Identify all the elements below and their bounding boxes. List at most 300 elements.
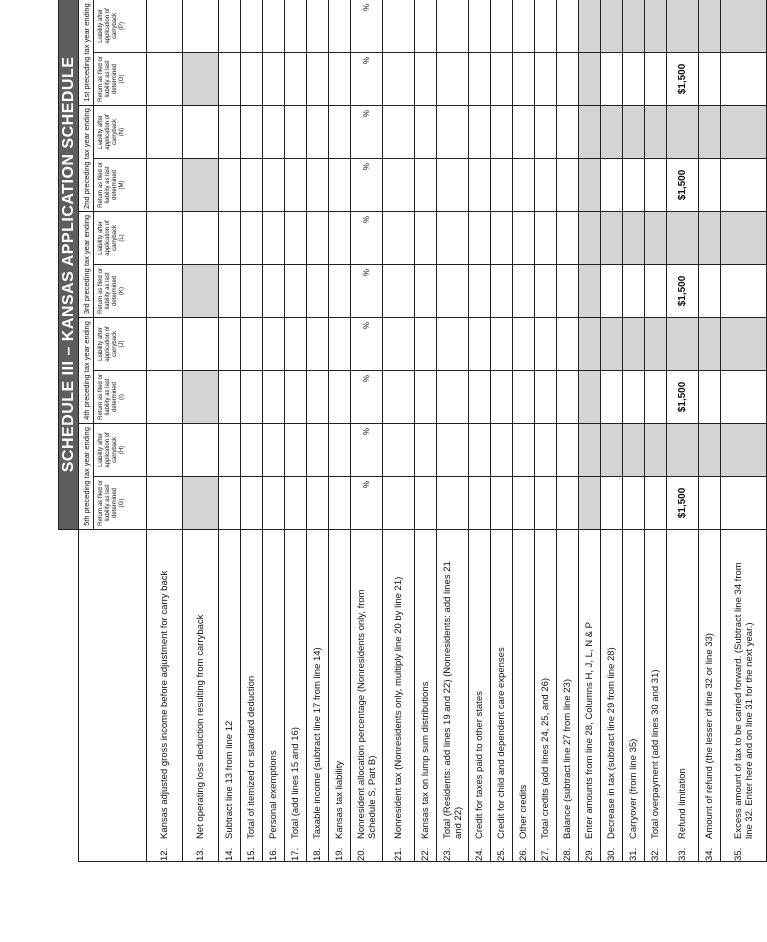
line-label (183, 530, 219, 862)
entry-cell[interactable] (667, 477, 699, 530)
entry-cell[interactable] (351, 371, 383, 424)
entry-cell[interactable] (351, 53, 383, 106)
line-label-header (79, 530, 147, 862)
entry-cell[interactable] (699, 371, 721, 424)
entry-cell[interactable] (491, 53, 513, 106)
entry-cell[interactable] (557, 477, 579, 530)
entry-cell[interactable] (219, 53, 241, 106)
percent-sign: % (362, 481, 371, 489)
shaded-cell (601, 424, 623, 477)
entry-cell[interactable] (147, 159, 183, 212)
entry-cell[interactable] (645, 159, 667, 212)
entry-cell[interactable] (437, 424, 469, 477)
entry-cell[interactable] (307, 53, 329, 106)
entry-cell[interactable] (513, 424, 535, 477)
entry-cell[interactable] (535, 318, 557, 371)
entry-cell[interactable] (415, 477, 437, 530)
entry-cell[interactable] (513, 318, 535, 371)
shaded-cell (699, 318, 721, 371)
entry-cell[interactable] (351, 106, 383, 159)
entry-cell[interactable] (329, 265, 351, 318)
entry-cell[interactable] (535, 265, 557, 318)
schedule-title: SCHEDULE III – KANSAS APPLICATION SCHEDULE (59, 0, 79, 530)
entry-cell[interactable] (667, 265, 699, 318)
entry-cell[interactable] (285, 212, 307, 265)
entry-cell[interactable] (437, 53, 469, 106)
line-label (535, 530, 557, 862)
entry-cell[interactable] (241, 424, 263, 477)
entry-cell[interactable] (383, 212, 415, 265)
table-row (383, 0, 415, 862)
entry-cell[interactable] (219, 265, 241, 318)
entry-cell[interactable] (285, 477, 307, 530)
entry-cell[interactable] (241, 477, 263, 530)
line-number: 31. (628, 847, 639, 861)
table-row (285, 0, 307, 862)
shaded-cell (645, 424, 667, 477)
table-row (699, 0, 721, 862)
entry-cell[interactable] (383, 53, 415, 106)
line-text: Nonresident allocation percentage (Nonresidents only, from Schedule S, Part B) (355, 589, 378, 839)
entry-cell[interactable] (147, 0, 183, 53)
entry-cell[interactable] (183, 212, 219, 265)
entry-cell[interactable] (183, 0, 219, 53)
entry-cell[interactable] (147, 477, 183, 530)
entry-cell[interactable] (491, 212, 513, 265)
entry-cell[interactable] (415, 53, 437, 106)
entry-cell[interactable] (263, 371, 285, 424)
shaded-cell (579, 318, 601, 371)
percent-sign: % (362, 375, 371, 383)
line-number: 24. (474, 847, 485, 861)
entry-cell[interactable] (219, 159, 241, 212)
line-number: 25. (496, 847, 507, 861)
column-header-k (94, 265, 147, 318)
entry-cell[interactable] (383, 371, 415, 424)
entry-cell[interactable] (415, 318, 437, 371)
entry-cell[interactable] (383, 0, 415, 53)
entry-cell[interactable] (285, 53, 307, 106)
year-header-3rd: 3rd preceding tax year ending (79, 212, 94, 318)
entry-cell[interactable] (535, 53, 557, 106)
entry-cell[interactable] (219, 477, 241, 530)
table-row (491, 0, 513, 862)
table-row (557, 0, 579, 862)
entry-cell[interactable] (285, 0, 307, 53)
entry-cell[interactable] (147, 424, 183, 477)
shaded-cell (645, 318, 667, 371)
entry-cell[interactable] (667, 53, 699, 106)
shaded-cell (579, 477, 601, 530)
column-header-j (94, 318, 147, 371)
entry-cell[interactable] (557, 53, 579, 106)
entry-cell[interactable] (535, 159, 557, 212)
column-header-text: Liability after application of carryback (98, 326, 118, 362)
entry-cell[interactable] (667, 159, 699, 212)
entry-cell[interactable] (415, 212, 437, 265)
entry-cell[interactable] (263, 318, 285, 371)
entry-cell[interactable] (699, 265, 721, 318)
column-header-l (94, 212, 147, 265)
entry-cell[interactable] (329, 0, 351, 53)
entry-cell[interactable] (415, 265, 437, 318)
entry-cell[interactable] (183, 318, 219, 371)
table-row (579, 0, 601, 862)
entry-cell[interactable] (557, 424, 579, 477)
line-label (329, 530, 351, 862)
percent-sign: % (362, 269, 371, 277)
entry-cell[interactable] (285, 106, 307, 159)
shaded-cell (699, 212, 721, 265)
line-text: Personal exemptions (268, 750, 279, 839)
line-text: Kansas tax on lump sum distributions (420, 681, 431, 839)
line-label (667, 530, 699, 862)
entry-cell[interactable] (721, 159, 767, 212)
entry-cell[interactable] (329, 53, 351, 106)
entry-cell[interactable] (219, 0, 241, 53)
entry-cell[interactable] (329, 106, 351, 159)
shaded-cell (667, 424, 699, 477)
column-header-letter: (P) (119, 21, 125, 30)
entry-cell[interactable] (623, 159, 645, 212)
line-label (147, 530, 183, 862)
line-text: Kansas adjusted gross income before adjustment for carry back (159, 570, 170, 839)
entry-cell[interactable] (513, 371, 535, 424)
entry-cell[interactable] (241, 371, 263, 424)
entry-cell[interactable] (535, 424, 557, 477)
entry-cell[interactable] (437, 371, 469, 424)
line-label (623, 530, 645, 862)
entry-cell[interactable] (513, 477, 535, 530)
entry-cell[interactable] (469, 318, 491, 371)
entry-cell[interactable] (535, 371, 557, 424)
entry-cell[interactable] (219, 371, 241, 424)
shaded-cell (667, 0, 699, 53)
shaded-cell (645, 106, 667, 159)
shaded-cell (667, 318, 699, 371)
entry-cell[interactable] (329, 212, 351, 265)
line-number: 27. (540, 847, 551, 861)
entry-cell[interactable] (623, 265, 645, 318)
entry-cell[interactable] (307, 0, 329, 53)
shaded-cell (721, 212, 767, 265)
entry-cell[interactable] (285, 371, 307, 424)
entry-cell[interactable] (383, 265, 415, 318)
entry-cell[interactable] (557, 265, 579, 318)
entry-cell[interactable] (383, 159, 415, 212)
entry-cell[interactable] (285, 159, 307, 212)
entry-cell[interactable] (721, 265, 767, 318)
year-header-4th: 4th preceding tax year ending (79, 318, 94, 424)
line-number: 17. (290, 847, 301, 861)
entry-cell[interactable] (241, 318, 263, 371)
entry-cell[interactable] (469, 159, 491, 212)
entry-cell[interactable] (147, 53, 183, 106)
entry-cell[interactable] (415, 159, 437, 212)
line-text: Refund limitation (677, 768, 688, 839)
shaded-cell (579, 106, 601, 159)
entry-cell[interactable] (623, 371, 645, 424)
entry-cell[interactable] (383, 106, 415, 159)
column-header-letter: (L) (119, 234, 125, 242)
shaded-cell (623, 318, 645, 371)
entry-cell[interactable] (351, 265, 383, 318)
entry-cell[interactable] (383, 477, 415, 530)
entry-cell[interactable] (469, 53, 491, 106)
entry-cell[interactable] (557, 212, 579, 265)
entry-cell[interactable] (263, 477, 285, 530)
entry-cell[interactable] (491, 318, 513, 371)
entry-cell[interactable] (241, 0, 263, 53)
line-text: Taxable income (subtract line 17 from line 14) (312, 647, 323, 839)
table-row (263, 0, 285, 862)
entry-cell[interactable] (383, 424, 415, 477)
table-row (721, 0, 767, 862)
entry-cell[interactable] (147, 106, 183, 159)
entry-cell[interactable] (623, 477, 645, 530)
table-row (469, 0, 491, 862)
shaded-cell (645, 0, 667, 53)
entry-cell[interactable] (415, 106, 437, 159)
entry-cell[interactable] (241, 106, 263, 159)
entry-cell[interactable] (491, 106, 513, 159)
line-text: Total of itemized or standard deduction (246, 675, 257, 839)
entry-cell[interactable] (263, 424, 285, 477)
entry-cell[interactable] (601, 371, 623, 424)
entry-cell[interactable] (513, 265, 535, 318)
entry-cell[interactable] (513, 212, 535, 265)
entry-cell[interactable] (601, 477, 623, 530)
entry-cell[interactable] (351, 318, 383, 371)
entry-cell[interactable] (263, 159, 285, 212)
column-header-text: Liability after application of carryback (98, 8, 118, 44)
entry-cell[interactable] (437, 159, 469, 212)
entry-cell[interactable] (147, 212, 183, 265)
line-text: Credit for taxes paid to other states (474, 691, 485, 839)
entry-cell[interactable] (535, 0, 557, 53)
entry-cell[interactable] (557, 371, 579, 424)
entry-cell[interactable] (535, 106, 557, 159)
entry-cell[interactable] (645, 371, 667, 424)
entry-cell[interactable] (557, 0, 579, 53)
entry-cell[interactable] (535, 212, 557, 265)
percent-sign: % (362, 322, 371, 330)
entry-cell[interactable] (721, 477, 767, 530)
line-number: 32. (650, 847, 661, 861)
column-header-n (94, 106, 147, 159)
entry-cell[interactable] (307, 106, 329, 159)
entry-cell[interactable] (513, 0, 535, 53)
entry-cell[interactable] (469, 424, 491, 477)
table-row (415, 0, 437, 862)
shaded-cell (721, 0, 767, 53)
entry-cell[interactable] (307, 371, 329, 424)
column-header-text: Liability after application of carryback (98, 220, 118, 256)
entry-cell[interactable] (491, 159, 513, 212)
column-header-letter: (G) (119, 498, 125, 508)
entry-cell[interactable] (469, 477, 491, 530)
column-header-letter: (H) (119, 445, 125, 455)
entry-cell[interactable] (285, 424, 307, 477)
entry-cell[interactable] (623, 53, 645, 106)
entry-cell[interactable] (183, 106, 219, 159)
entry-cell[interactable] (645, 265, 667, 318)
entry-cell[interactable] (645, 53, 667, 106)
line-label (579, 530, 601, 862)
line-label (721, 530, 767, 862)
entry-cell[interactable] (721, 53, 767, 106)
entry-cell[interactable] (263, 265, 285, 318)
shaded-cell (183, 159, 219, 212)
entry-cell[interactable] (645, 477, 667, 530)
line-text: Decrease in tax (subtract line 29 from line 28) (606, 647, 617, 839)
entry-cell[interactable] (147, 265, 183, 318)
entry-cell[interactable] (557, 318, 579, 371)
entry-cell[interactable] (307, 424, 329, 477)
line-number: 28. (562, 847, 573, 861)
entry-cell[interactable] (469, 212, 491, 265)
entry-cell[interactable] (329, 318, 351, 371)
table-row (351, 0, 383, 862)
entry-cell[interactable] (307, 159, 329, 212)
line-number: 13. (195, 847, 206, 861)
entry-cell[interactable] (415, 371, 437, 424)
entry-cell[interactable] (469, 0, 491, 53)
refund-limit-value: $1,500 (677, 487, 688, 519)
entry-cell[interactable] (219, 212, 241, 265)
entry-cell[interactable] (491, 477, 513, 530)
entry-cell[interactable] (491, 424, 513, 477)
entry-cell[interactable] (601, 265, 623, 318)
line-text: Total (add lines 15 and 16) (290, 727, 301, 839)
entry-cell[interactable] (219, 106, 241, 159)
line-label (601, 530, 623, 862)
entry-cell[interactable] (307, 212, 329, 265)
line-text: Total (Residents: add lines 19 and 22) (Nonresidents: add lines 21 and 22) (441, 561, 464, 839)
entry-cell[interactable] (469, 265, 491, 318)
refund-limit-value: $1,500 (677, 63, 688, 95)
table-row (535, 0, 557, 862)
entry-cell[interactable] (183, 424, 219, 477)
entry-cell[interactable] (699, 159, 721, 212)
table-row (219, 0, 241, 862)
entry-cell[interactable] (241, 212, 263, 265)
entry-cell[interactable] (219, 318, 241, 371)
entry-cell[interactable] (437, 265, 469, 318)
entry-cell[interactable] (351, 0, 383, 53)
entry-cell[interactable] (351, 212, 383, 265)
shaded-cell (579, 424, 601, 477)
shaded-cell (699, 106, 721, 159)
percent-sign: % (362, 3, 371, 11)
refund-limit-value: $1,500 (677, 275, 688, 307)
entry-cell[interactable] (307, 265, 329, 318)
entry-cell[interactable] (699, 53, 721, 106)
entry-cell[interactable] (219, 424, 241, 477)
entry-cell[interactable] (383, 318, 415, 371)
entry-cell[interactable] (667, 371, 699, 424)
line-text: Total credits (add lines 24, 25, and 26) (540, 677, 551, 839)
entry-cell[interactable] (241, 265, 263, 318)
entry-cell[interactable] (241, 53, 263, 106)
shaded-cell (721, 424, 767, 477)
entry-cell[interactable] (721, 371, 767, 424)
entry-cell[interactable] (415, 424, 437, 477)
line-number: 21. (393, 847, 404, 861)
shaded-cell (699, 0, 721, 53)
entry-cell[interactable] (601, 159, 623, 212)
shaded-cell (183, 477, 219, 530)
entry-cell[interactable] (263, 212, 285, 265)
entry-cell[interactable] (491, 265, 513, 318)
entry-cell[interactable] (469, 106, 491, 159)
table-row (183, 0, 219, 862)
entry-cell[interactable] (329, 371, 351, 424)
entry-cell[interactable] (557, 159, 579, 212)
entry-cell[interactable] (285, 318, 307, 371)
entry-cell[interactable] (329, 477, 351, 530)
entry-cell[interactable] (351, 424, 383, 477)
shaded-cell (579, 53, 601, 106)
percent-sign: % (362, 57, 371, 65)
entry-cell[interactable] (147, 318, 183, 371)
column-header-letter: (J) (119, 340, 125, 348)
entry-cell[interactable] (491, 371, 513, 424)
line-number: 16. (268, 847, 279, 861)
entry-cell[interactable] (307, 318, 329, 371)
entry-cell[interactable] (437, 0, 469, 53)
shaded-cell (579, 159, 601, 212)
entry-cell[interactable] (535, 477, 557, 530)
entry-cell[interactable] (241, 159, 263, 212)
entry-cell[interactable] (601, 53, 623, 106)
entry-cell[interactable] (437, 318, 469, 371)
line-text: Kansas tax liability (334, 760, 345, 839)
entry-cell[interactable] (415, 0, 437, 53)
entry-cell[interactable] (351, 159, 383, 212)
entry-cell[interactable] (437, 212, 469, 265)
line-number: 14. (224, 847, 235, 861)
shaded-cell (183, 371, 219, 424)
entry-cell[interactable] (263, 0, 285, 53)
line-label (263, 530, 285, 862)
line-label (383, 530, 415, 862)
entry-cell[interactable] (557, 106, 579, 159)
entry-cell[interactable] (437, 477, 469, 530)
shaded-cell (623, 424, 645, 477)
entry-cell[interactable] (263, 106, 285, 159)
entry-cell[interactable] (307, 477, 329, 530)
entry-cell[interactable] (513, 159, 535, 212)
entry-cell[interactable] (285, 265, 307, 318)
entry-cell[interactable] (263, 53, 285, 106)
line-text: Credit for child and dependent care expenses (496, 647, 507, 839)
shaded-cell (601, 106, 623, 159)
entry-cell[interactable] (351, 477, 383, 530)
line-number: 26. (518, 847, 529, 861)
year-header-2nd: 2nd preceding tax year ending (79, 106, 94, 212)
line-label (307, 530, 329, 862)
entry-cell[interactable] (699, 477, 721, 530)
entry-cell[interactable] (147, 371, 183, 424)
entry-cell[interactable] (491, 0, 513, 53)
entry-cell[interactable] (513, 53, 535, 106)
entry-cell[interactable] (329, 424, 351, 477)
entry-cell[interactable] (513, 106, 535, 159)
entry-cell[interactable] (437, 106, 469, 159)
entry-cell[interactable] (469, 371, 491, 424)
entry-cell[interactable] (329, 159, 351, 212)
